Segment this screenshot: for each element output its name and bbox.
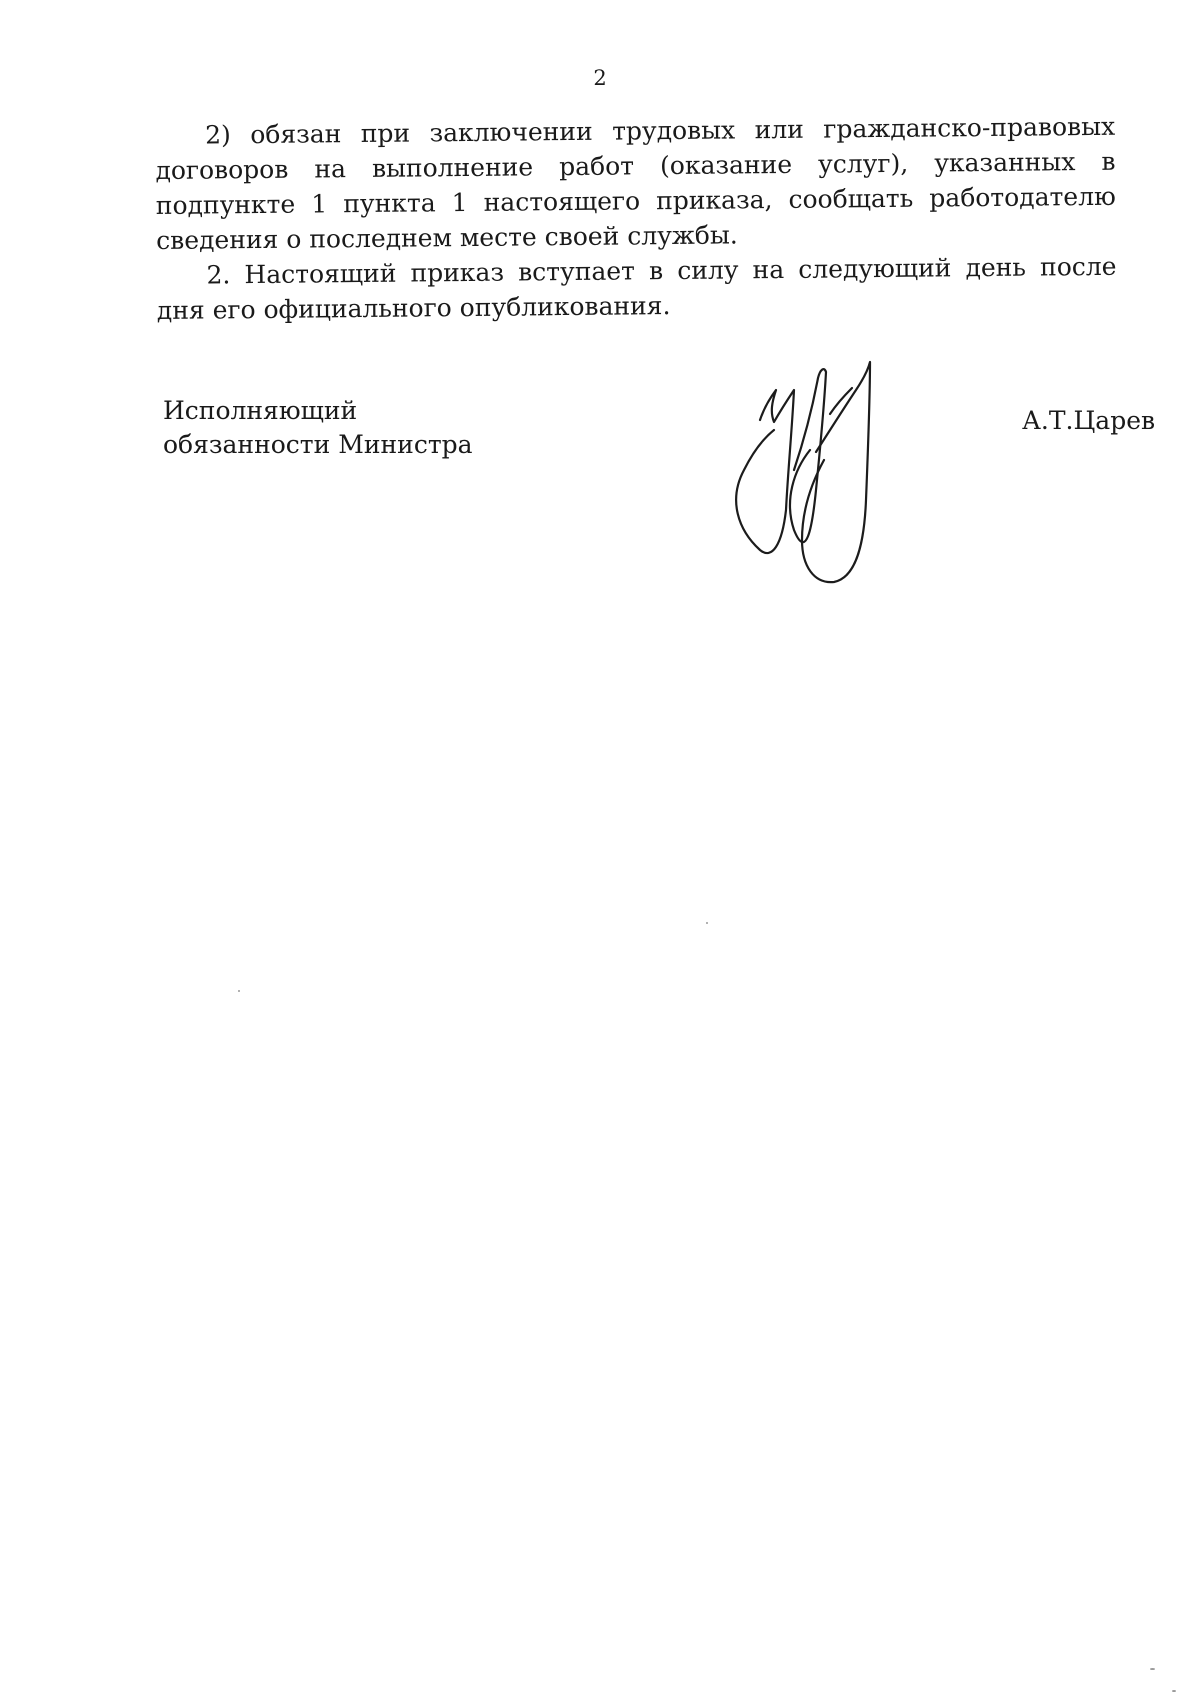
signatory-name: А.Т.Царев — [1022, 406, 1156, 435]
paragraph-clause-2-subpoint: 2) обязан при заключении трудовых или гражданско-правовых договоров на выполнение работ (оказание услуг), указанных в подпункте 1 пункта 1 настоящего приказа, сообщать работодателю сведения о последнем месте своей службы. — [155, 111, 1116, 255]
scan-speck — [238, 990, 240, 992]
document-body — [155, 109, 1117, 328]
signatory-position-line-2: обязанности Министра — [163, 430, 473, 459]
signature-stroke-middle — [790, 369, 826, 542]
scan-speck — [1150, 1668, 1155, 1670]
scan-speck — [1172, 1690, 1176, 1692]
scan-speck — [706, 922, 708, 924]
signatory-position — [163, 394, 473, 462]
page-number: 2 — [593, 66, 607, 90]
signature-stroke-left — [736, 390, 794, 553]
signatory-position-line-1: Исполняющий — [163, 396, 358, 425]
paragraph-clause-2-effective-date: 2. Настоящий приказ вступает в силу на следующий день после дня его официального опубликования. — [156, 251, 1117, 325]
handwritten-signature — [730, 350, 930, 610]
signature-stroke-right — [802, 362, 870, 582]
